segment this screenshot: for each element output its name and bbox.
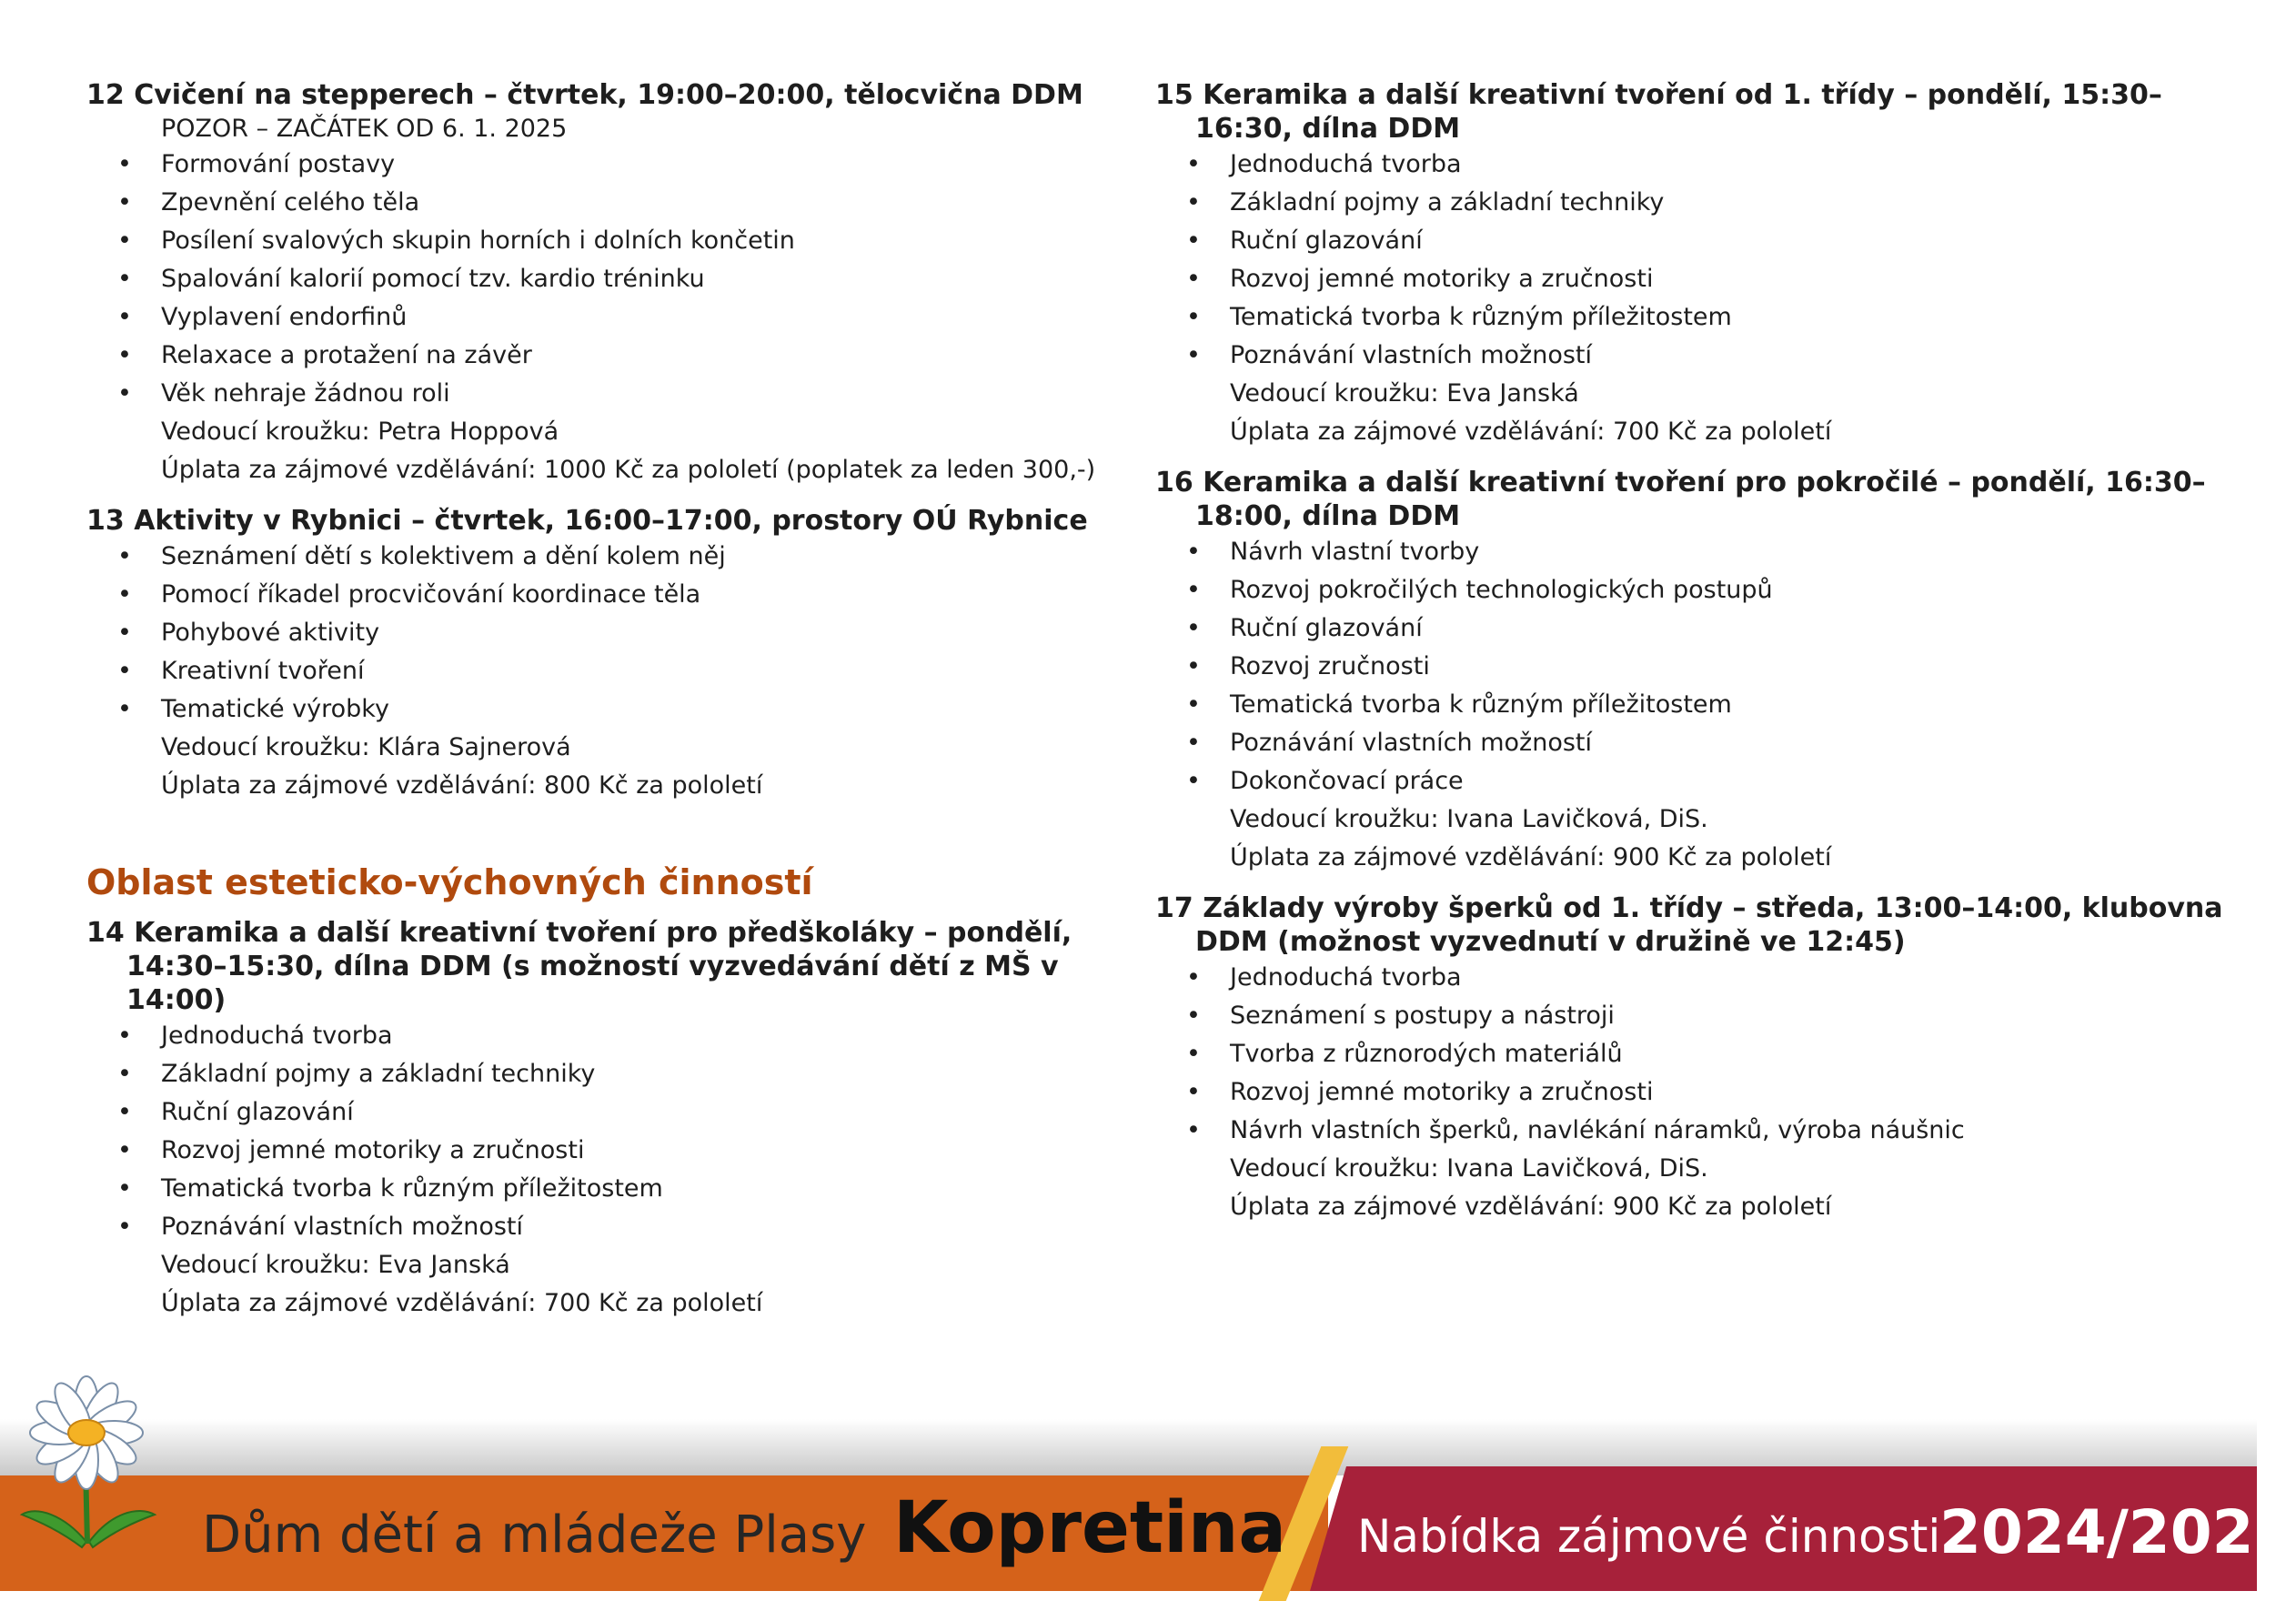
course-fee: Úplata za zájmové vzdělávání: 1000 Kč za pololetí (poplatek za leden 300,-)	[161, 456, 1096, 484]
bullet-icon: •	[1186, 652, 1201, 680]
daisy-icon	[9, 1369, 164, 1551]
footer-offer: Nabídka zájmové činnosti	[1357, 1510, 1941, 1563]
list-item: • Návrh vlastní tvorby	[1155, 533, 2229, 571]
list-item: • Jednoduchá tvorba	[1155, 959, 2229, 997]
course-15	[1155, 78, 2229, 451]
bullet-icon: •	[117, 188, 132, 216]
bullet-icon: •	[1186, 1116, 1201, 1144]
bullet-icon: •	[1186, 614, 1201, 642]
course-items	[1155, 146, 2229, 375]
bullet-icon: •	[1186, 303, 1201, 331]
course-leader: Vedoucí kroužku: Eva Janská	[161, 1251, 510, 1279]
course-leader: Vedoucí kroužku: Ivana Lavičková, DiS.	[1230, 805, 1708, 833]
bullet-icon: •	[1186, 1040, 1201, 1068]
list-item: • Ruční glazování	[86, 1093, 1133, 1132]
bullet-icon: •	[1186, 188, 1201, 216]
bullet-icon: •	[117, 1213, 132, 1241]
bullet-icon: •	[1186, 963, 1201, 992]
list-item: • Rozvoj pokročilých technologických postupů	[1155, 571, 2229, 609]
bullet-icon: •	[1186, 341, 1201, 369]
bullet-icon: •	[1186, 1002, 1201, 1030]
list-item: • Spalování kalorií pomocí tzv. kardio tréninku	[86, 260, 1133, 298]
bullet-icon: •	[117, 580, 132, 609]
footer-organization: Dům dětí a mládeže Plasy	[202, 1505, 867, 1565]
course-fee: Úplata za zájmové vzdělávání: 700 Kč za pololetí	[1230, 418, 1832, 446]
list-item: • Návrh vlastních šperků, navlékání náramků, výroba náušnic	[1155, 1112, 2229, 1150]
list-item: • Rozvoj jemné motoriky a zručnosti	[1155, 260, 2229, 298]
list-item: • Pomocí říkadel procvičování koordinace těla	[86, 576, 1133, 614]
bullet-icon: •	[117, 695, 132, 723]
list-item: • Tvorba z různorodých materiálů	[1155, 1035, 2229, 1073]
course-title: 15 Keramika a další kreativní tvoření od 1. třídy – pondělí, 15:30–16:30, dílna DDM	[1155, 79, 2162, 145]
list-item: • Zpevnění celého těla	[86, 184, 1133, 222]
bullet-icon: •	[1186, 576, 1201, 604]
course-fee: Úplata za zájmové vzdělávání: 900 Kč za pololetí	[1230, 1193, 1832, 1221]
course-title: 14 Keramika a další kreativní tvoření pro předškoláky – pondělí, 14:30–15:30, dílna DDM (s možností vyzvedávání dětí z MŠ v 14:00)	[86, 917, 1072, 1016]
course-items	[86, 538, 1133, 729]
list-item: • Tematické výrobky	[86, 690, 1133, 729]
left-column	[86, 78, 1133, 1337]
course-16	[1155, 466, 2229, 877]
course-leader: Vedoucí kroužku: Eva Janská	[1230, 379, 1579, 408]
bullet-icon: •	[117, 657, 132, 685]
bullet-icon: •	[1186, 538, 1201, 566]
course-14	[86, 916, 1133, 1323]
list-item: • Tematická tvorba k různým příležitostem	[86, 1170, 1133, 1208]
list-item: • Pohybové aktivity	[86, 614, 1133, 652]
list-item: • Základní pojmy a základní techniky	[1155, 184, 2229, 222]
bullet-icon: •	[1186, 265, 1201, 293]
course-17	[1155, 891, 2229, 1226]
bullet-icon: •	[117, 265, 132, 293]
list-item: • Jednoduchá tvorba	[86, 1017, 1133, 1055]
course-items	[86, 1017, 1133, 1246]
list-item: • Vyplavení endorfinů	[86, 298, 1133, 337]
list-item: • Seznámení dětí s kolektivem a dění kolem něj	[86, 538, 1133, 576]
bullet-icon: •	[117, 1060, 132, 1088]
course-fee: Úplata za zájmové vzdělávání: 700 Kč za pololetí	[161, 1289, 763, 1317]
bullet-icon: •	[1186, 767, 1201, 795]
bullet-icon: •	[1186, 1078, 1201, 1106]
course-items	[1155, 533, 2229, 800]
bullet-icon: •	[1186, 729, 1201, 757]
course-title: 13 Aktivity v Rybnici – čtvrtek, 16:00–17:00, prostory OÚ Rybnice	[86, 505, 1088, 537]
bullet-icon: •	[117, 1136, 132, 1164]
bullet-icon: •	[117, 1098, 132, 1126]
list-item: • Tematická tvorba k různým příležitostem	[1155, 298, 2229, 337]
bullet-icon: •	[117, 1022, 132, 1050]
right-column	[1155, 78, 2229, 1241]
list-item: • Tematická tvorba k různým příležitostem	[1155, 686, 2229, 724]
list-item: • Ruční glazování	[1155, 222, 2229, 260]
section-heading: Oblast esteticko-výchovných činností	[86, 862, 813, 902]
course-title: 12 Cvičení na stepperech – čtvrtek, 19:00–20:00, tělocvična DDM	[86, 79, 1083, 111]
course-fee: Úplata za zájmové vzdělávání: 800 Kč za pololetí	[161, 771, 763, 800]
course-leader: Vedoucí kroužku: Petra Hoppová	[161, 418, 559, 446]
course-leader: Vedoucí kroužku: Ivana Lavičková, DiS.	[1230, 1154, 1708, 1183]
list-item: • Formování postavy	[86, 146, 1133, 184]
bullet-icon: •	[117, 150, 132, 178]
footer-year: 2024/2025	[1939, 1497, 2296, 1567]
list-item: • Poznávání vlastních možností	[1155, 724, 2229, 762]
list-item: • Věk nehraje žádnou roli	[86, 375, 1133, 413]
list-item: • Seznámení s postupy a nástroji	[1155, 997, 2229, 1035]
list-item: • Kreativní tvoření	[86, 652, 1133, 690]
course-title: 16 Keramika a další kreativní tvoření pro pokročilé – pondělí, 16:30–18:00, dílna DDM	[1155, 467, 2206, 532]
bullet-icon: •	[117, 379, 132, 408]
course-13	[86, 504, 1133, 805]
list-item: • Dokončovací práce	[1155, 762, 2229, 800]
list-item: • Rozvoj zručnosti	[1155, 648, 2229, 686]
course-items	[86, 146, 1133, 413]
bullet-icon: •	[117, 1174, 132, 1203]
list-item: • Rozvoj jemné motoriky a zručnosti	[1155, 1073, 2229, 1112]
list-item: • Základní pojmy a základní techniky	[86, 1055, 1133, 1093]
bullet-icon: •	[117, 341, 132, 369]
list-item: • Rozvoj jemné motoriky a zručnosti	[86, 1132, 1133, 1170]
list-item: • Posílení svalových skupin horních i dolních končetin	[86, 222, 1133, 260]
list-item: • Jednoduchá tvorba	[1155, 146, 2229, 184]
bullet-icon: •	[117, 542, 132, 570]
bullet-icon: •	[117, 619, 132, 647]
course-12	[86, 78, 1133, 489]
bullet-icon: •	[1186, 227, 1201, 255]
list-item: • Ruční glazování	[1155, 609, 2229, 648]
bullet-icon: •	[1186, 150, 1201, 178]
bullet-icon: •	[117, 227, 132, 255]
course-note: POZOR – ZAČÁTEK OD 6. 1. 2025	[161, 115, 568, 143]
bullet-icon: •	[1186, 690, 1201, 719]
bullet-icon: •	[117, 303, 132, 331]
footer-brand: Kopretina	[893, 1487, 1287, 1569]
course-items	[1155, 959, 2229, 1150]
list-item: • Relaxace a protažení na závěr	[86, 337, 1133, 375]
list-item: • Poznávání vlastních možností	[1155, 337, 2229, 375]
course-title: 17 Základy výroby šperků od 1. třídy – středa, 13:00–14:00, klubovna DDM (možnost vyzvednutí v družině ve 12:45)	[1155, 892, 2223, 958]
list-item: • Poznávání vlastních možností	[86, 1208, 1133, 1246]
course-fee: Úplata za zájmové vzdělávání: 900 Kč za pololetí	[1230, 843, 1832, 871]
course-leader: Vedoucí kroužku: Klára Sajnerová	[161, 733, 571, 761]
